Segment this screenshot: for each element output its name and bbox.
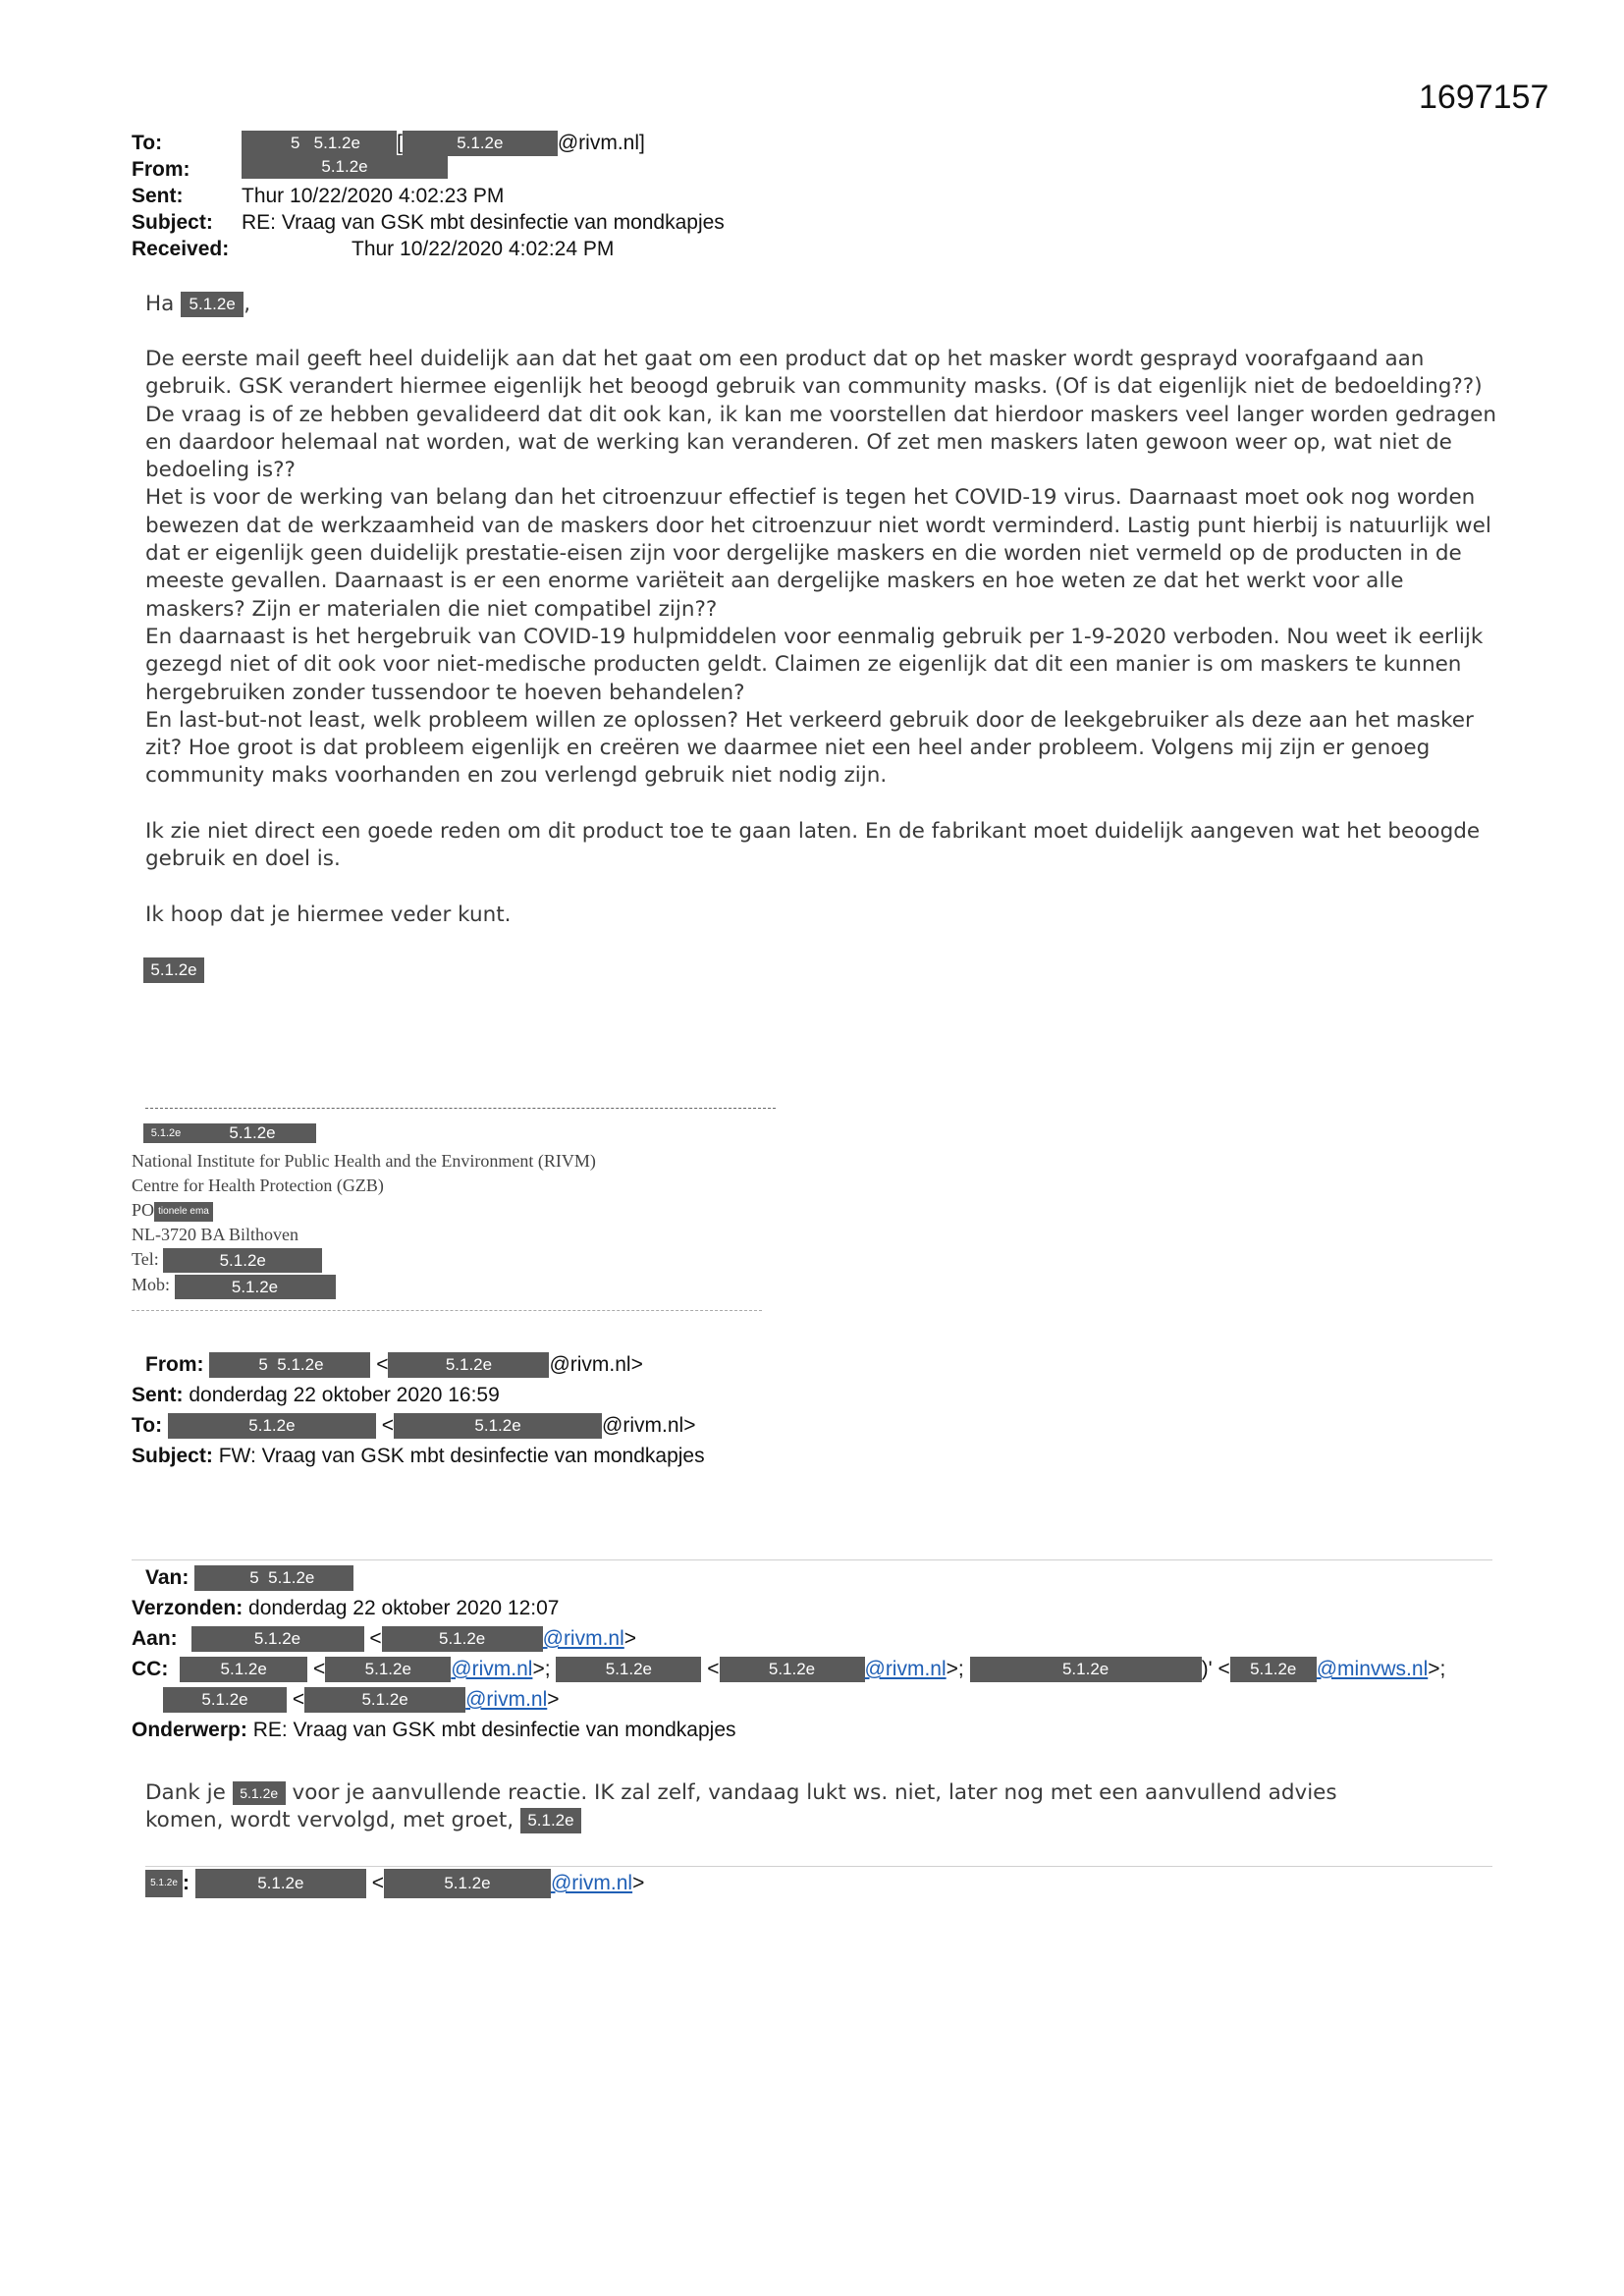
redaction-block: 5.1.2e bbox=[1230, 1657, 1317, 1682]
redaction-block: 5.1.2e bbox=[233, 1781, 286, 1805]
redaction-block: 5.1.2e bbox=[394, 1413, 602, 1439]
orig-cc-row: CC: 5.1.2e < 5.1.2e @rivm.nl>; 5.1.2e < 5.1.2e @rivm.nl>; 5.1.2e )' < 5.1.2e @minvws.nl>; bbox=[132, 1654, 1526, 1684]
body-paragraph: Ik hoop dat je hiermee veder kunt. bbox=[145, 902, 512, 927]
redaction-block: 5.1.2e bbox=[304, 1687, 465, 1713]
redaction-block: 5.1.2e bbox=[181, 292, 244, 317]
redaction-block: 5.1.2e bbox=[242, 155, 448, 179]
rivm-email-link[interactable]: @rivm.nl bbox=[542, 1627, 624, 1650]
signature-org: National Institute for Public Health and the Environment (RIVM) bbox=[132, 1151, 596, 1171]
redaction-block: 5.1.2e bbox=[520, 1808, 581, 1833]
rivm-email-link[interactable]: @rivm.nl bbox=[550, 1872, 633, 1894]
body-paragraph: Ik zie niet direct een goede reden om dit product toe te gaan laten. En de fabrikant moet duidelijk aangeven wat het beoogde gebruik en doel is. bbox=[145, 819, 1481, 872]
redaction-block: tionele ema bbox=[154, 1202, 213, 1222]
redaction-block: 5.1.2e bbox=[720, 1657, 865, 1682]
to-domain: @rivm.nl] bbox=[557, 132, 645, 154]
rivm-email-link[interactable]: @rivm.nl bbox=[465, 1688, 548, 1711]
received-label: Received: bbox=[132, 238, 230, 260]
to-value: 5 5.1.2e [ 5.1.2e @rivm.nl] bbox=[242, 130, 645, 156]
signature-block bbox=[132, 1149, 596, 1299]
signature-centre: Centre for Health Protection (GZB) bbox=[132, 1175, 384, 1195]
redaction-block: 5.1.2e bbox=[195, 1869, 366, 1898]
email-body bbox=[145, 346, 1500, 929]
body-paragraph: En last-but-not least, welk probleem willen ze oplossen? Het verkeerd gebruik door de leekgebruiker als deze aan het masker zit? Hoe groot is dat probleem eigenlijk en creëren we daarmee niet een heel ander probleem. Volgens mij zijn er genoeg community maks voorhanden en zou verlengd gebruik niet nodig zijn. bbox=[145, 707, 1474, 789]
redaction-block: 5.1.2e bbox=[143, 1123, 189, 1143]
redaction-block: 5.1.2e bbox=[384, 1869, 551, 1898]
from-label: From: bbox=[132, 158, 190, 181]
signature-postcode: NL-3720 BA Bilthoven bbox=[132, 1225, 298, 1244]
redaction-block: 5.1.2e bbox=[556, 1657, 701, 1682]
forwarded-header bbox=[132, 1349, 1506, 1471]
document-id: 1697157 bbox=[1419, 79, 1549, 116]
greeting: Ha 5.1.2e , bbox=[145, 292, 251, 316]
orig-van-row: Van: 5 5.1.2e bbox=[132, 1562, 1526, 1593]
fw-sent-row: Sent: donderdag 22 oktober 2020 16:59 bbox=[132, 1384, 500, 1406]
redaction-block: 5.1.2e bbox=[325, 1657, 451, 1682]
redaction-block: 5 5.1.2e bbox=[209, 1352, 370, 1378]
orig-cc-row-2: 5.1.2e < 5.1.2e @rivm.nl> bbox=[132, 1684, 1526, 1715]
sent-value: Thur 10/22/2020 4:02:23 PM bbox=[242, 185, 505, 207]
signature-name bbox=[143, 1123, 316, 1143]
message-divider bbox=[145, 1866, 1492, 1867]
redaction-block: 5 5.1.2e bbox=[194, 1565, 353, 1591]
last-header-row: 5.1.2e : 5.1.2e < 5.1.2e @rivm.nl> bbox=[145, 1868, 644, 1898]
rivm-email-link[interactable]: @rivm.nl bbox=[451, 1658, 533, 1680]
redaction-block: 5.1.2e bbox=[189, 1123, 316, 1143]
redaction-block: 5.1.2e bbox=[382, 1626, 543, 1652]
redaction-block: 5.1.2e bbox=[970, 1657, 1202, 1682]
rivm-email-link[interactable]: @rivm.nl bbox=[864, 1658, 947, 1680]
message-divider bbox=[132, 1559, 1492, 1560]
to-label: To: bbox=[132, 132, 163, 154]
signature-mob: Mob: 5.1.2e bbox=[132, 1273, 596, 1298]
body-paragraph: En daarnaast is het hergebruik van COVID-19 hulpmiddelen voor eenmalig gebruik per 1-9-2020 verboden. Nou weet ik eerlijk gezegd niet of dit ook voor niet-medische producten geldt. Claimen ze eigenlijk dat dit een manier is om maskers te kunnen hergebruiken zonder tussendoor te hoeven behandelen? bbox=[145, 624, 1484, 705]
signature-divider bbox=[145, 1108, 776, 1109]
orig-onderwerp-row: Onderwerp: RE: Vraag van GSK mbt desinfectie van mondkapjes bbox=[132, 1719, 736, 1741]
redaction-block: 5.1.2e bbox=[163, 1248, 322, 1273]
redaction-block: 5 5.1.2e bbox=[242, 131, 397, 156]
redaction-block: 5.1.2e bbox=[180, 1657, 307, 1682]
redaction-block: 5.1.2e bbox=[168, 1413, 376, 1439]
redaction-block: 5.1.2e bbox=[403, 131, 558, 156]
signature-divider bbox=[132, 1310, 762, 1311]
redaction-block: 5.1.2e bbox=[388, 1352, 549, 1378]
subject-label: Subject: bbox=[132, 211, 213, 234]
redaction-block: 5.1.2e bbox=[175, 1275, 336, 1299]
redaction-block: 5.1.2e bbox=[145, 1870, 183, 1897]
signature-tel: Tel: 5.1.2e bbox=[132, 1247, 596, 1273]
fw-to-row: To: 5.1.2e < 5.1.2e @rivm.nl> bbox=[132, 1410, 1506, 1441]
redaction-block: 5.1.2e bbox=[163, 1687, 287, 1713]
minvws-email-link[interactable]: @minvws.nl bbox=[1316, 1658, 1429, 1680]
body-paragraph: De eerste mail geeft heel duidelijk aan dat het gaat om een product dat op het masker wordt gesprayd voorafgaand aan gebruik. GSK verandert hiermee eigenlijk het beoogd gebruik van community masks. (Of is dat eigenlijk niet de bedoelding??) De vraag is of ze hebben gevalideerd dat dit ook kan, ik kan me voorstellen dat hierdoor maskers veel langer worden gedragen en daardoor helemaal nat worden, wat de werking kan veranderen. Of zet men maskers laten gewoon weer op, wat niet de bedoeling is?? bbox=[145, 347, 1496, 483]
orig-aan-row: Aan: 5.1.2e < 5.1.2e @rivm.nl> bbox=[132, 1623, 1526, 1654]
signature-po: PO tionele ema bbox=[132, 1198, 596, 1223]
fw-from-row: From: 5 5.1.2e < 5.1.2e @rivm.nl> bbox=[132, 1349, 1506, 1380]
subject-value: RE: Vraag van GSK mbt desinfectie van mondkapjes bbox=[242, 211, 725, 234]
sender-name-redaction: 5.1.2e bbox=[143, 957, 204, 983]
reply-text: Dank je 5.1.2e voor je aanvullende reactie. IK zal zelf, vandaag lukt ws. niet, later nog met een aanvullend advies komen, wordt vervolgd, met groet, 5.1.2e bbox=[145, 1780, 1337, 1833]
body-paragraph: Het is voor de werking van belang dan het citroenzuur effectief is tegen het COVID-19 virus. Daarnaast moet ook nog worden bewezen dat de werkzaamheid van de maskers door het citroenzuur niet wordt verminderd. Lastig punt hierbij is natuurlijk wel dat er eigenlijk geen duidelijk prestatie-eisen zijn voor dergelijke maskers en die worden niet vermeld op de producten in de meeste gevallen. Daarnaast is er een enorme variëteit aan dergelijke maskers en hoe weten ze dat het werkt voor alle maskers? Zijn er materialen die niet compatibel zijn?? bbox=[145, 485, 1491, 622]
original-header bbox=[132, 1562, 1526, 1745]
sent-label: Sent: bbox=[132, 185, 184, 207]
orig-verzonden-row: Verzonden: donderdag 22 oktober 2020 12:07 bbox=[132, 1597, 560, 1619]
redaction-block: 5.1.2e bbox=[191, 1626, 364, 1652]
fw-subject-row: Subject: FW: Vraag van GSK mbt desinfectie van mondkapjes bbox=[132, 1445, 705, 1467]
received-value: Thur 10/22/2020 4:02:24 PM bbox=[352, 238, 615, 260]
